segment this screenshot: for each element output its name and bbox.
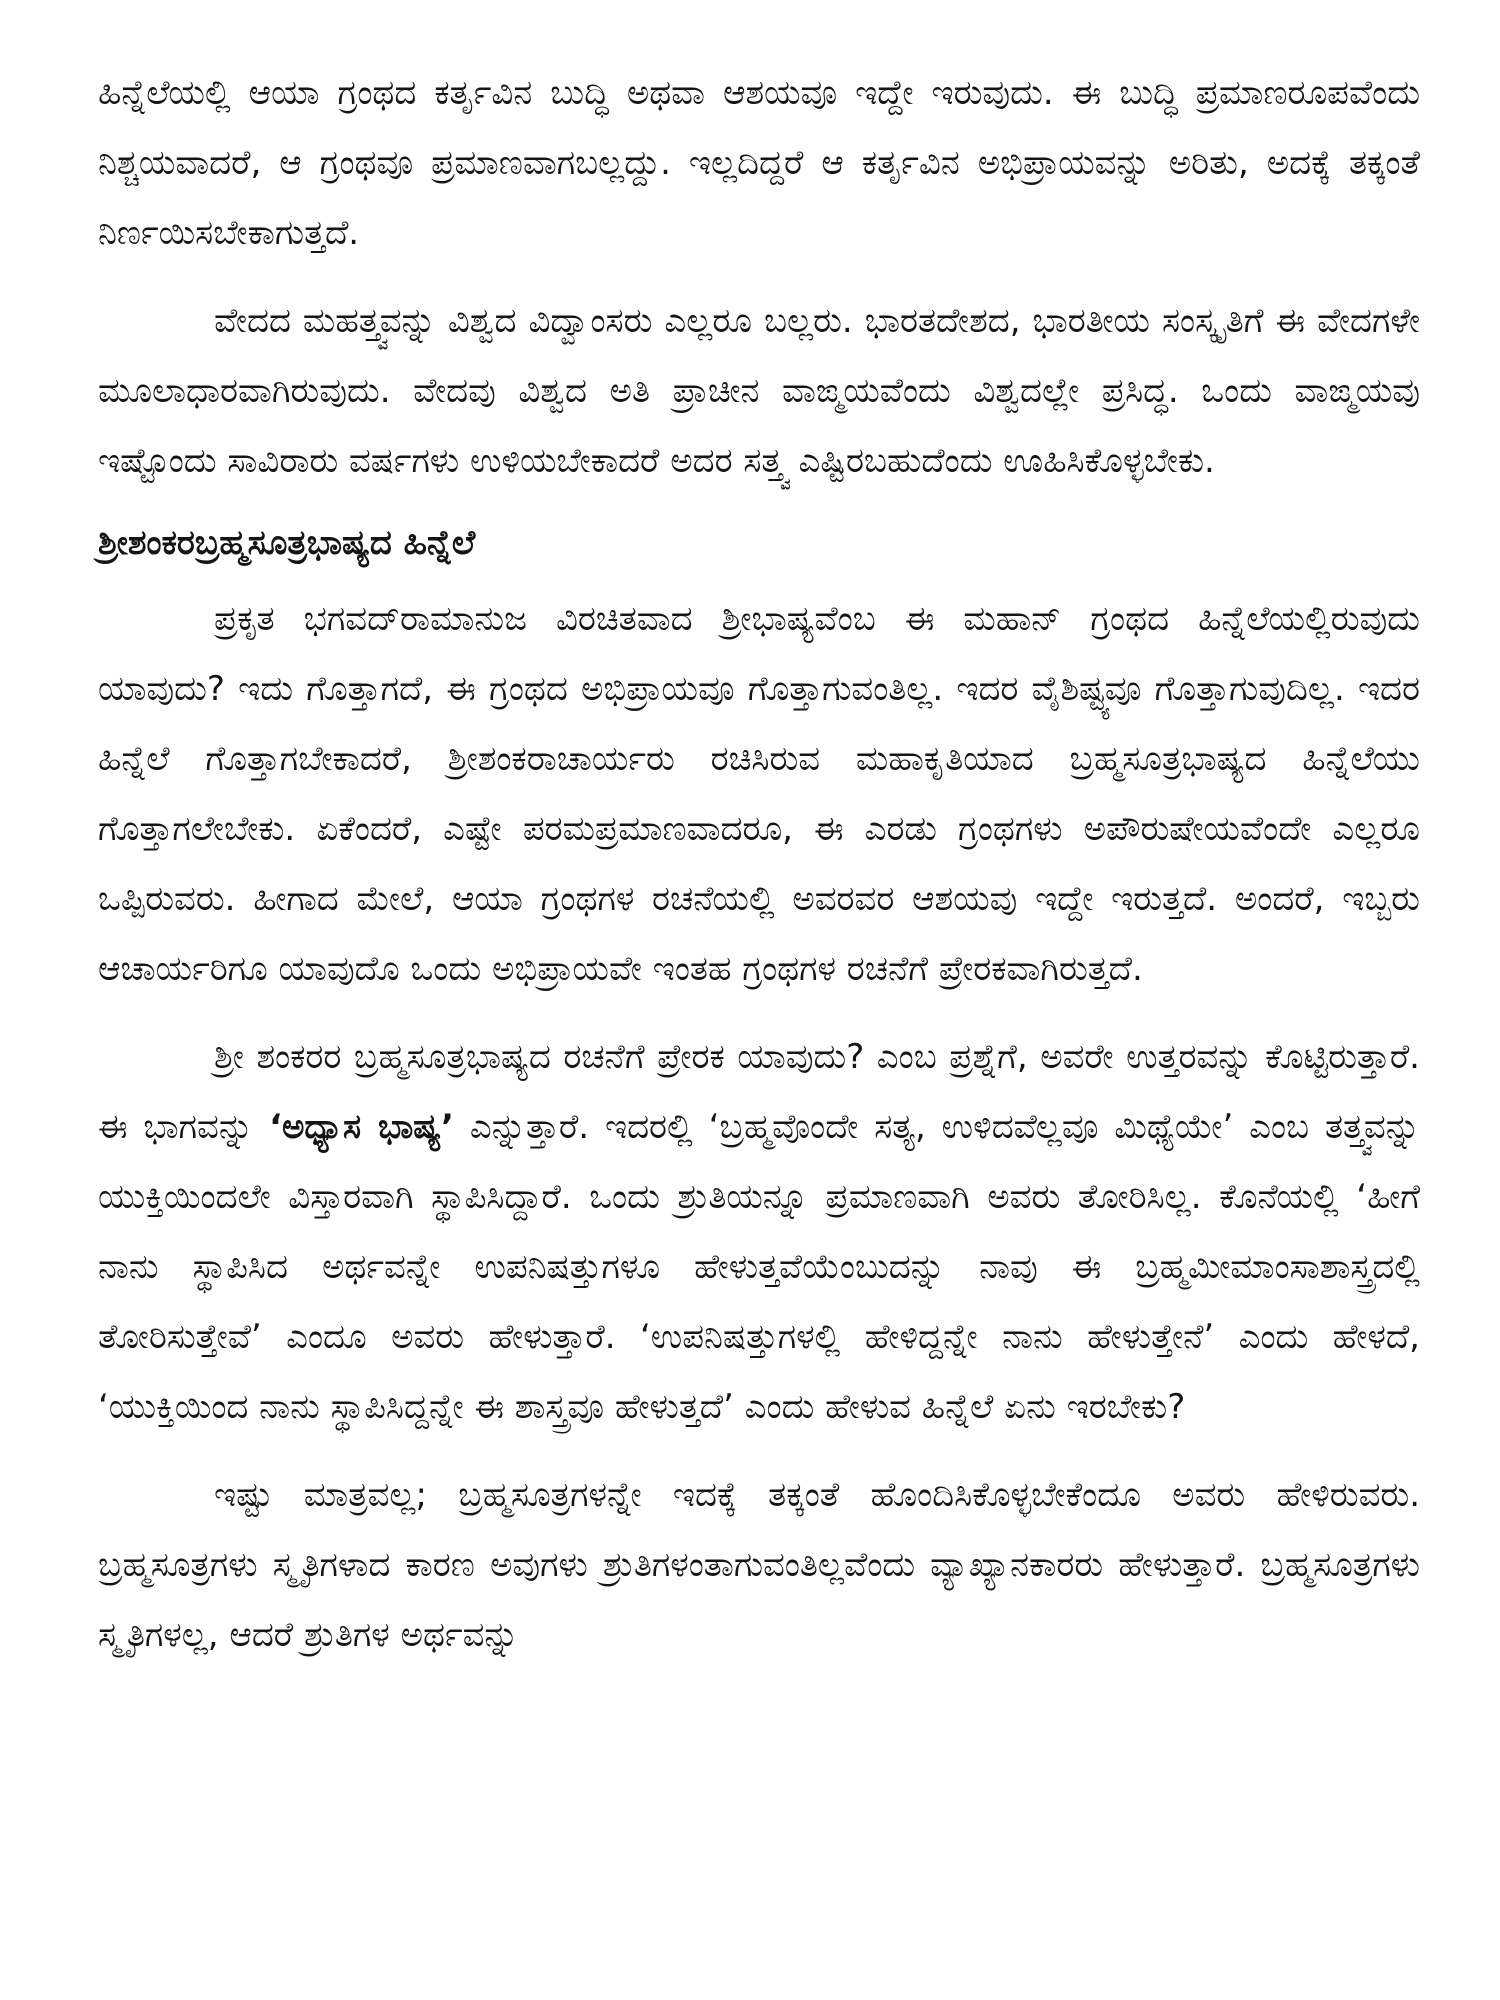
paragraph-3: ಪ್ರಕೃತ ಭಗವದ್‌ರಾಮಾನುಜ ವಿರಚಿತವಾದ ಶ್ರೀಭಾಷ್ಯವೆಂಬ ಈ ಮಹಾನ್ ಗ್ರಂಥದ ಹಿನ್ನೆಲೆಯಲ್ಲಿರುವುದು ಯಾವುದು? ಇದು ಗೊತ್ತಾಗದೆ, ಈ ಗ್ರಂಥದ ಅಭಿಪ್ರಾಯವೂ ಗೊತ್ತಾಗುವಂತಿಲ್ಲ. ಇದರ ವೈಶಿಷ್ಟ್ಯವೂ ಗೊತ್ತಾಗುವುದಿಲ್ಲ. ಇದರ ಹಿನ್ನೆಲೆ ಗೊತ್ತಾಗಬೇಕಾದರೆ, ಶ್ರೀಶಂಕರಾಚಾರ್ಯರು ರಚಿಸಿರುವ ಮಹಾಕೃತಿಯಾದ ಬ್ರಹ್ಮಸೂತ್ರಭಾಷ್ಯದ ಹಿನ್ನೆಲೆಯು ಗೊತ್ತಾಗಲೇಬೇಕು. ಏಕೆಂದರೆ, ಎಷ್ಟೇ ಪರಮಪ್ರಮಾಣವಾದರೂ, ಈ ಎರಡು ಗ್ರಂಥಗಳು ಅಪೌರುಷೇಯವೆಂದೇ ಎಲ್ಲರೂ ಒಪ್ಪಿರುವರು. ಹೀಗಾದ ಮೇಲೆ, ಆಯಾ ಗ್ರಂಥಗಳ ರಚನೆಯಲ್ಲಿ ಅವರವರ ಆಶಯವು ಇದ್ದೇ ಇರುತ್ತದೆ. ಅಂದರೆ, ಇಬ್ಬರು ಆಚಾರ್ಯರಿಗೂ ಯಾವುದೊ ಒಂದು ಅಭಿಪ್ರಾಯವೇ ಇಂತಹ ಗ್ರಂಥಗಳ ರಚನೆಗೆ ಪ್ರೇರಕವಾಗಿರುತ್ತದೆ. (98, 599, 1420, 989)
document-body (98, 58, 1420, 1688)
paragraph-4 (98, 1022, 1420, 1442)
paragraph-4-text-after: ಎನ್ನುತ್ತಾರೆ. ಇದರಲ್ಲಿ ‘ಬ್ರಹ್ಮವೊಂದೇ ಸತ್ಯ, ಉಳಿದವೆಲ್ಲವೂ ಮಿಥ್ಯೆಯೇ’ ಎಂಬ ತತ್ತ್ವವನ್ನು ಯುಕ್ತಿಯಿಂದಲೇ ವಿಸ್ತಾರವಾಗಿ ಸ್ಥಾಪಿಸಿದ್ದಾರೆ. ಒಂದು ಶ್ರುತಿಯನ್ನೂ ಪ್ರಮಾಣವಾಗಿ ಅವರು ತೋರಿಸಿಲ್ಲ. ಕೊನೆಯಲ್ಲಿ ‘ಹೀಗೆ ನಾನು ಸ್ಥಾಪಿಸಿದ ಅರ್ಥವನ್ನೇ ಉಪನಿಷತ್ತುಗಳೂ ಹೇಳುತ್ತವೆಯೆಂಬುದನ್ನು ನಾವು ಈ ಬ್ರಹ್ಮಮೀಮಾಂಸಾಶಾಸ್ತ್ರದಲ್ಲಿ ತೋರಿಸುತ್ತೇವೆ’ ಎಂದೂ ಅವರು ಹೇಳುತ್ತಾರೆ. ‘ಉಪನಿಷತ್ತುಗಳಲ್ಲಿ ಹೇಳಿದ್ದನ್ನೇ ನಾನು ಹೇಳುತ್ತೇನೆ’ ಎಂದು ಹೇಳದೆ, ‘ಯುಕ್ತಿಯಿಂದ ನಾನು ಸ್ಥಾಪಿಸಿದ್ದನ್ನೇ ಈ ಶಾಸ್ತ್ರವೂ ಹೇಳುತ್ತದೆ’ ಎಂದು ಹೇಳುವ ಹಿನ್ನೆಲೆ ಏನು ಇರಬೇಕು? (98, 1107, 1421, 1427)
paragraph-5: ಇಷ್ಟು ಮಾತ್ರವಲ್ಲ; ಬ್ರಹ್ಮಸೂತ್ರಗಳನ್ನೇ ಇದಕ್ಕೆ ತಕ್ಕಂತೆ ಹೊಂದಿಸಿಕೊಳ್ಳಬೇಕೆಂದೂ ಅವರು ಹೇಳಿರುವರು. ಬ್ರಹ್ಮಸೂತ್ರಗಳು ಸ್ಮೃತಿಗಳಾದ ಕಾರಣ ಅವುಗಳು ಶ್ರುತಿಗಳಂತಾಗುವಂತಿಲ್ಲವೆಂದು ವ್ಯಾಖ್ಯಾನಕಾರರು ಹೇಳುತ್ತಾರೆ. ಬ್ರಹ್ಮಸೂತ್ರಗಳು ಸ್ಮೃತಿಗಳಲ್ಲ, ಆದರೆ ಶ್ರುತಿಗಳ ಅರ್ಥವನ್ನು (98, 1475, 1420, 1655)
section-heading: ಶ್ರೀಶಂಕರಬ್ರಹ್ಮಸೂತ್ರಭಾಷ್ಯದ ಹಿನ್ನೆಲೆ (98, 523, 476, 563)
paragraph-4-text-before: ಶ್ರೀ ಶಂಕರರ ಬ್ರಹ್ಮಸೂತ್ರಭಾಷ್ಯದ ರಚನೆಗೆ ಪ್ರೇರಕ ಯಾವುದು? ಎಂಬ ಪ್ರಶ್ನೆಗೆ, ಅವರೇ ಉತ್ತರವನ್ನು ಕೊಟ್ಟಿರುತ್ತಾರೆ. ಈ ಭಾಗವನ್ನು (98, 1037, 1420, 1147)
paragraph-1: ಹಿನ್ನೆಲೆಯಲ್ಲಿ ಆಯಾ ಗ್ರಂಥದ ಕರ್ತೃವಿನ ಬುದ್ಧಿ ಅಥವಾ ಆಶಯವೂ ಇದ್ದೇ ಇರುವುದು. ಈ ಬುದ್ಧಿ ಪ್ರಮಾಣರೂಪವೆಂದು ನಿಶ್ಚಯವಾದರೆ, ಆ ಗ್ರಂಥವೂ ಪ್ರಮಾಣವಾಗಬಲ್ಲದ್ದು. ಇಲ್ಲದಿದ್ದರೆ ಆ ಕರ್ತೃವಿನ ಅಭಿಪ್ರಾಯವನ್ನು ಅರಿತು, ಅದಕ್ಕೆ ತಕ್ಕಂತೆ ನಿರ್ಣಯಿಸಬೇಕಾಗುತ್ತದೆ. (98, 73, 1420, 253)
paragraph-4-bold-term: ‘ಅಧ್ಯಾಸ ಭಾಷ್ಯ’ (269, 1107, 454, 1147)
paragraph-2: ವೇದದ ಮಹತ್ತ್ವವನ್ನು ವಿಶ್ವದ ವಿದ್ವಾಂಸರು ಎಲ್ಲರೂ ಬಲ್ಲರು. ಭಾರತದೇಶದ, ಭಾರತೀಯ ಸಂಸ್ಕೃತಿಗೆ ಈ ವೇದಗಳೇ ಮೂಲಾಧಾರವಾಗಿರುವುದು. ವೇದವು ವಿಶ್ವದ ಅತಿ ಪ್ರಾಚೀನ ವಾಙ್ಮಯವೆಂದು ವಿಶ್ವದಲ್ಲೇ ಪ್ರಸಿದ್ಧ. ಒಂದು ವಾಙ್ಮಯವು ಇಷ್ಟೊಂದು ಸಾವಿರಾರು ವರ್ಷಗಳು ಉಳಿಯಬೇಕಾದರೆ ಅದರ ಸತ್ತ್ವ ಎಷ್ಟಿರಬಹುದೆಂದು ಊಹಿಸಿಕೊಳ್ಳಬೇಕು. (98, 301, 1420, 481)
